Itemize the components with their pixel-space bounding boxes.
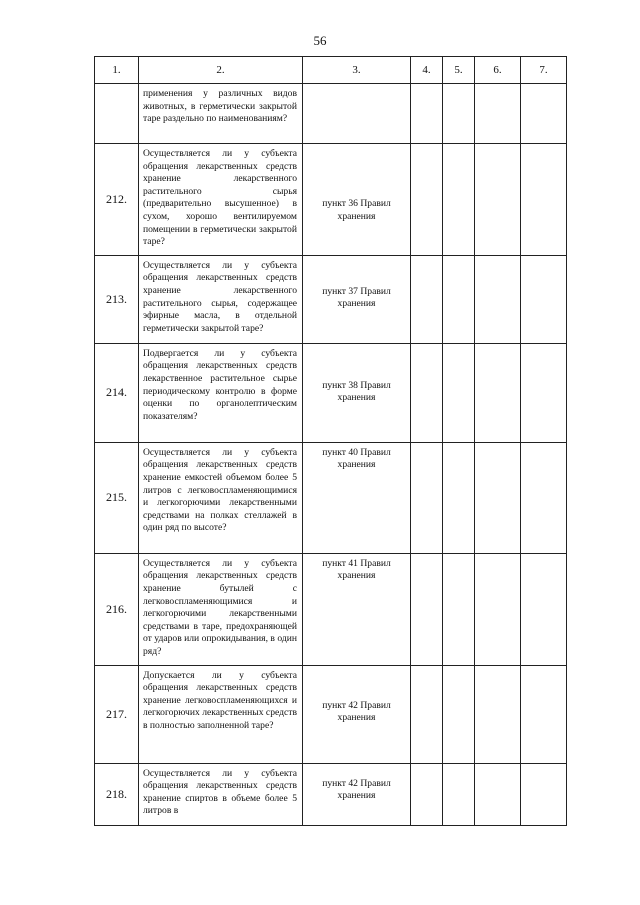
table-row <box>95 343 567 442</box>
empty-cell <box>475 343 521 442</box>
empty-cell <box>521 144 567 256</box>
empty-cell <box>475 665 521 763</box>
empty-cell <box>411 144 443 256</box>
col-header-4: 4. <box>411 57 443 84</box>
row-number: 215. <box>95 442 139 553</box>
question-cell: применения у различных видов животных, в герметически закрытой таре раздельно по наименованиям? <box>139 84 303 144</box>
empty-cell <box>521 84 567 144</box>
table-row <box>95 442 567 553</box>
empty-cell <box>521 442 567 553</box>
empty-cell <box>475 763 521 825</box>
checklist-table <box>94 56 567 826</box>
reference-cell: пункт 40 Правил хранения <box>303 442 411 553</box>
row-number: 212. <box>95 144 139 256</box>
table-row <box>95 665 567 763</box>
empty-cell <box>475 84 521 144</box>
col-header-5: 5. <box>443 57 475 84</box>
reference-cell: пункт 38 Правил хранения <box>303 343 411 442</box>
row-number <box>95 84 139 144</box>
table-row <box>95 144 567 256</box>
row-number: 213. <box>95 255 139 343</box>
col-header-3: 3. <box>303 57 411 84</box>
empty-cell <box>475 553 521 665</box>
table-row <box>95 763 567 825</box>
empty-cell <box>443 144 475 256</box>
empty-cell <box>521 553 567 665</box>
empty-cell <box>475 144 521 256</box>
reference-cell: пункт 36 Правил хранения <box>303 144 411 256</box>
empty-cell <box>475 255 521 343</box>
reference-cell: пункт 37 Правил хранения <box>303 255 411 343</box>
col-header-2: 2. <box>139 57 303 84</box>
page-number: 56 <box>313 33 327 48</box>
question-cell: Подвергается ли у субъекта обращения лекарственных средств лекарственное растительное сырье периодическому контролю в форме оценки по органолептическим показателям? <box>139 343 303 442</box>
question-cell: Осуществляется ли у субъекта обращения лекарственных средств хранение лекарственного растительного сырья, содержащее эфирные масла, в отдельной герметически закрытой таре? <box>139 255 303 343</box>
empty-cell <box>521 763 567 825</box>
empty-cell <box>443 665 475 763</box>
empty-cell <box>411 442 443 553</box>
empty-cell <box>443 343 475 442</box>
row-number: 216. <box>95 553 139 665</box>
empty-cell <box>411 84 443 144</box>
empty-cell <box>475 442 521 553</box>
row-number: 217. <box>95 665 139 763</box>
reference-cell: пункт 41 Правил хранения <box>303 553 411 665</box>
row-number: 218. <box>95 763 139 825</box>
table-row <box>95 553 567 665</box>
empty-cell <box>443 442 475 553</box>
question-cell: Осуществляется ли у субъекта обращения лекарственных средств хранение емкостей объемом более 5 литров с легковоспламеняющимися и легкогорючими лекарственными средствами на полках стеллажей в один ряд по высоте? <box>139 442 303 553</box>
row-number: 214. <box>95 343 139 442</box>
reference-cell <box>303 84 411 144</box>
col-header-7: 7. <box>521 57 567 84</box>
empty-cell <box>443 84 475 144</box>
empty-cell <box>521 665 567 763</box>
empty-cell <box>521 255 567 343</box>
table-row <box>95 84 567 144</box>
table-row <box>95 255 567 343</box>
empty-cell <box>411 763 443 825</box>
question-cell: Осуществляется ли у субъекта обращения лекарственных средств хранение лекарственного растительного сырья (предварительно высушенное) в сухом, хорошо вентилируемом помещении в герметически закрытой таре? <box>139 144 303 256</box>
empty-cell <box>443 553 475 665</box>
question-cell: Осуществляется ли у субъекта обращения лекарственных средств хранение спиртов в объеме более 5 литров в <box>139 763 303 825</box>
col-header-6: 6. <box>475 57 521 84</box>
question-cell: Допускается ли у субъекта обращения лекарственных средств хранение легковоспламеняющихся и легкогорючих лекарственных средств в полностью заполненной таре? <box>139 665 303 763</box>
empty-cell <box>521 343 567 442</box>
empty-cell <box>411 255 443 343</box>
empty-cell <box>411 665 443 763</box>
reference-cell: пункт 42 Правил хранения <box>303 763 411 825</box>
empty-cell <box>411 553 443 665</box>
reference-cell: пункт 42 Правил хранения <box>303 665 411 763</box>
col-header-1: 1. <box>95 57 139 84</box>
empty-cell <box>443 255 475 343</box>
header-row <box>95 57 567 84</box>
empty-cell <box>411 343 443 442</box>
question-cell: Осуществляется ли у субъекта обращения лекарственных средств хранение бутылей с легковоспламеняющимися и легкогорючими лекарственными средствами в таре, предохраняющей от ударов или опрокидывания, в один ряд? <box>139 553 303 665</box>
empty-cell <box>443 763 475 825</box>
